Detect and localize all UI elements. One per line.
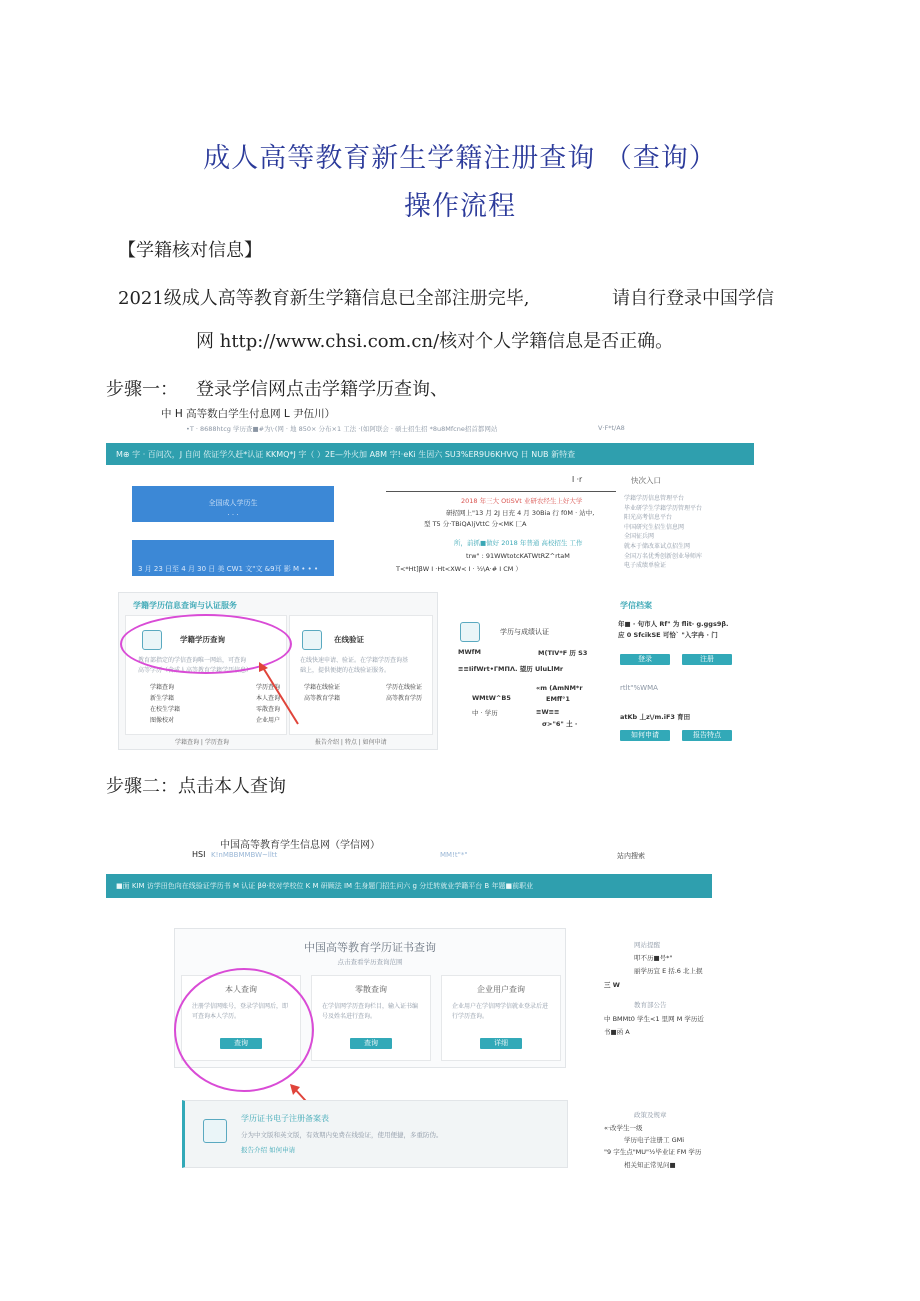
report-title: 学历证书电子注册备案表 <box>241 1114 329 1123</box>
side-line[interactable]: «·改学生一级 <box>604 1124 643 1132</box>
card1-desc: 教育部指定的学信查询唯一网站，可查询 高等学历（含成人高等教育学籍学历信息） <box>138 657 253 674</box>
news-divider <box>386 491 616 492</box>
card2-title: 在线验证 <box>334 635 364 644</box>
card3-line: MWfM <box>458 648 481 656</box>
report-card[interactable] <box>182 1100 568 1168</box>
side-heading-policy: 政策及规章 <box>634 1111 667 1119</box>
single-query-desc: 在学信网学历查询栏目，输入证书编号及姓名进行查询。 <box>322 1003 419 1020</box>
chsi-subnav-right: V·F*t/A8 <box>598 424 625 432</box>
doc-title-line2: 操作流程 <box>404 191 516 222</box>
link-enterprise[interactable]: 企业用户 <box>255 717 280 724</box>
archive-line-2: 应 0 SfcikSE 可恰` "入字冉 · 门 <box>618 631 718 639</box>
quick-entry-link[interactable]: 电子成绩单验证 <box>624 562 667 570</box>
panel-bottom-mid-links[interactable]: 报告介绍 | 特点 | 如何申请 <box>315 739 387 746</box>
news-item-1[interactable]: 研招网上"13 月 2J 日充 4 月 30Bia 行 f0M · 站中, <box>446 509 595 517</box>
link-single-query[interactable]: 零散查询 <box>255 706 280 713</box>
news-item-2[interactable]: 型 T5 分·TBiQA)jVttC 分<MK 匚A <box>424 520 527 528</box>
card-single-query[interactable] <box>311 975 431 1061</box>
side-line[interactable]: 书■函 A <box>604 1028 630 1036</box>
site-search-label[interactable]: 站内搜索 <box>617 852 645 860</box>
quick-entry-link[interactable]: 学籍学历信息管理平台 <box>624 495 685 502</box>
news-headline-red[interactable]: 2018 年三大 OtiSVt 业研农经生上好大学 <box>461 497 583 505</box>
side-line[interactable]: "9 字生点"MU"½毕业证 FM 学历 <box>604 1148 702 1156</box>
archive-line-4: atKb 丄z\/m.iF3 育田 <box>620 713 691 721</box>
side-heading-announcement: 教育部公告 <box>634 1001 667 1009</box>
news-item-3[interactable]: trw" : 91WWtotcKATWtRZ^rtaM <box>466 552 570 560</box>
card1-title: 学籍学历查询 <box>180 635 225 644</box>
certificate-icon <box>203 1119 227 1143</box>
card3-line: ≡≡IifWrt•ГMПΛ. 望历 UluLlMr <box>458 665 564 673</box>
quick-entry-link[interactable]: 毕业研学生学籍学历管理平台 <box>624 504 703 512</box>
chsi-subnav-left[interactable]: •T · 8688htcg 学历查■#为\·(网 · 地 850× 分布×1 工法 ·(如阿联会 · 硕士招生招 *8u8Mfcne招首都网站 <box>186 425 498 433</box>
step2-label: 步骤二：点击本人查询 <box>106 776 286 797</box>
how-to-apply-button[interactable]: 如何申请 <box>620 730 670 741</box>
banner2-text: 3 月 23 日至 4 月 30 日 美 CW1 文"文 &9耳 影 M • • • <box>138 565 319 573</box>
step1-text: 登录学信网点击学籍学历查询、 <box>196 379 448 400</box>
card3-line: M(TIV*F 历 S3 <box>538 649 588 657</box>
side-line[interactable]: 叩不历■号*" <box>634 954 673 962</box>
enterprise-query-desc: 企业用户在学信网学信就业登录后进行学历查询。 <box>452 1003 549 1020</box>
single-query-title: 零散查询 <box>355 985 387 994</box>
chsi-nav-right-mark: I ·r <box>572 475 583 484</box>
link-self-query[interactable]: 本人查询 <box>255 695 280 702</box>
archive-title: 学信档案 <box>620 601 652 610</box>
link-xueli-verify[interactable]: 学历在线验证 <box>385 684 422 691</box>
section-heading: 【学籍核对信息】 <box>118 240 262 261</box>
link-new-student[interactable]: 新生学籍 <box>150 695 175 702</box>
chsi-site-title: 中 H 高等数白学生付息网 L 尹伍川） <box>161 408 336 420</box>
side-line[interactable]: 相关知正常见问■ <box>624 1161 676 1169</box>
screenshot-chsi-home <box>106 402 754 750</box>
xueli-site-title: 中国高等教育学生信息网（学信网） <box>220 840 380 851</box>
side-line[interactable]: 中 BMMt0 学生<1 里网 M 学历近 <box>604 1015 704 1023</box>
site-header-tail: K!nMBBMMBW~lltt <box>211 851 278 859</box>
quick-entry-link[interactable]: 就本于储改革试点招生网 <box>624 542 691 550</box>
doc-title-line1: 成人高等教育新生学籍注册查询 （查询） <box>203 143 717 174</box>
intro-text-line2: 网 http://www.chsi.com.cn/核对个人学籍信息是否正确。 <box>196 331 674 352</box>
card3-title: 学历与成绩认证 <box>500 628 549 636</box>
card3-line: WMtW^B5 <box>472 694 511 702</box>
card-online-verify[interactable] <box>289 615 433 735</box>
quick-entry-link[interactable]: 阳光高考信息平台 <box>624 514 673 522</box>
archive-login-button[interactable]: 登录 <box>620 654 670 665</box>
side-line[interactable]: 学历电子注册工 GMi <box>624 1136 685 1144</box>
self-query-title: 本人查询 <box>225 985 257 994</box>
link-photo-check[interactable]: 图像校对 <box>150 717 175 724</box>
card-enterprise-query[interactable] <box>441 975 561 1061</box>
card3-line: 中 · 学历 <box>472 709 498 717</box>
side-heading-reminder: 网站提醒 <box>634 941 660 949</box>
site-header-mid: MM!t"*" <box>440 851 468 859</box>
news-headline-teal[interactable]: 所，前抓■做好 2018 年普通 高校招生 工作 <box>454 539 583 547</box>
service-panel-title: 学籍学历信息查询与认证服务 <box>133 601 237 610</box>
self-query-button[interactable]: 查询 <box>220 1038 262 1049</box>
report-desc: 分为中文版和英文版，有效期内免费在线验证，使用便捷，多重防伪。 <box>241 1131 443 1139</box>
xueli-main-nav[interactable]: ■面 KIM 访学田色向在线验证学历书 M 认证 βθ·校对学校位 K M 研顾法 IM 生身题门招生问六 g 分迁转就业学籍平台 B 年题■前职业 <box>106 874 712 898</box>
enterprise-query-title: 企业用户查询 <box>477 985 525 994</box>
report-features-button[interactable]: 报告特点 <box>682 730 732 741</box>
chsi-logo-text: HSI <box>192 850 206 859</box>
panel-bottom-left-links[interactable]: 学籍查询 | 学历查询 <box>175 739 229 746</box>
banner-adult-education[interactable] <box>132 486 334 522</box>
single-query-button[interactable]: 查询 <box>350 1038 392 1049</box>
quick-entry-list <box>624 493 752 570</box>
link-xueji-verify[interactable]: 学籍在线验证 <box>304 684 341 691</box>
self-query-desc: 注册学信网账号，登录学信网后，即可查询本人学历。 <box>192 1003 289 1020</box>
quick-entry-link[interactable]: 全国万名优秀创新创业导师库 <box>624 552 703 560</box>
side-line[interactable]: 丽学历宜 E 括.6 北上抿 <box>634 967 703 975</box>
quick-entry-link[interactable]: 中国研究生招生信息网 <box>624 523 685 531</box>
xueli-main-title: 中国高等教育学历证书查询 <box>304 941 436 954</box>
certificate-icon <box>460 622 480 642</box>
banner1-text: 全国成人学历生 <box>208 499 258 507</box>
highlight-oval-self-query <box>174 968 314 1092</box>
link-higher-xueji[interactable]: 高等教育学籍 <box>304 695 341 702</box>
screenshot-xueli-query <box>106 832 712 1177</box>
intro-text-right: 请自行登录中国学信 <box>612 288 774 309</box>
card2-desc: 在线快速申请、验证。在学籍学历查询基 础上，提供便捷的在线验证服务。 <box>300 657 409 674</box>
link-higher-xueli[interactable]: 高等教育学历 <box>385 695 422 702</box>
step1-label: 步骤一： <box>106 379 178 400</box>
chsi-main-nav[interactable]: M⊕ 字 · 百问次，J 自问 依证学久赶*认证 KKMQ*J 字（ ）2E—外火加 A8M 字!·eKi 生因六 SU3%ER9U6KHVQ 日 NUB 新特查 <box>106 443 754 465</box>
enterprise-detail-button[interactable]: 详细 <box>480 1038 522 1049</box>
banner1-sub: · · · <box>227 511 239 519</box>
card2-links <box>304 682 422 704</box>
report-links[interactable]: 报告介绍 如何申请 <box>241 1146 296 1154</box>
card3-line: EMff°1 <box>546 695 570 703</box>
banner-registration-dates[interactable] <box>132 540 334 576</box>
archive-register-button[interactable]: 注册 <box>682 654 732 665</box>
verify-icon <box>302 630 322 650</box>
red-arrow-icon <box>256 662 306 732</box>
link-enrolled[interactable]: 在校生学籍 <box>150 706 181 713</box>
link-xueji[interactable]: 学籍查询 <box>150 684 175 691</box>
quick-entry-link[interactable]: 全国征兵网 <box>624 533 655 541</box>
side-line: 三 W <box>604 981 620 989</box>
archive-line-1: 年■ · 句市人 Rf" 为 flit· g.ggs9β. <box>618 620 729 628</box>
xueli-scope-link[interactable]: 点击查看学历查询范围 <box>337 958 403 966</box>
news-item-4[interactable]: T<*Ht]βW I ·Ht<XW< I · ½\A·# I CM ） <box>396 565 522 573</box>
card3-line: «m (AmNM*r <box>536 684 583 692</box>
intro-text-left: 2021级成人高等教育新生学籍信息已全部注册完毕, <box>118 288 530 309</box>
quick-entry-title: 快次入口 <box>631 476 661 485</box>
link-xueli[interactable]: 学历查询 <box>255 684 280 691</box>
card3-line: σ>"6" 土 · <box>542 720 578 728</box>
card3-line: ≡W≡≡ <box>536 708 560 716</box>
archive-line-3: rtlt"%WMA <box>620 684 658 692</box>
